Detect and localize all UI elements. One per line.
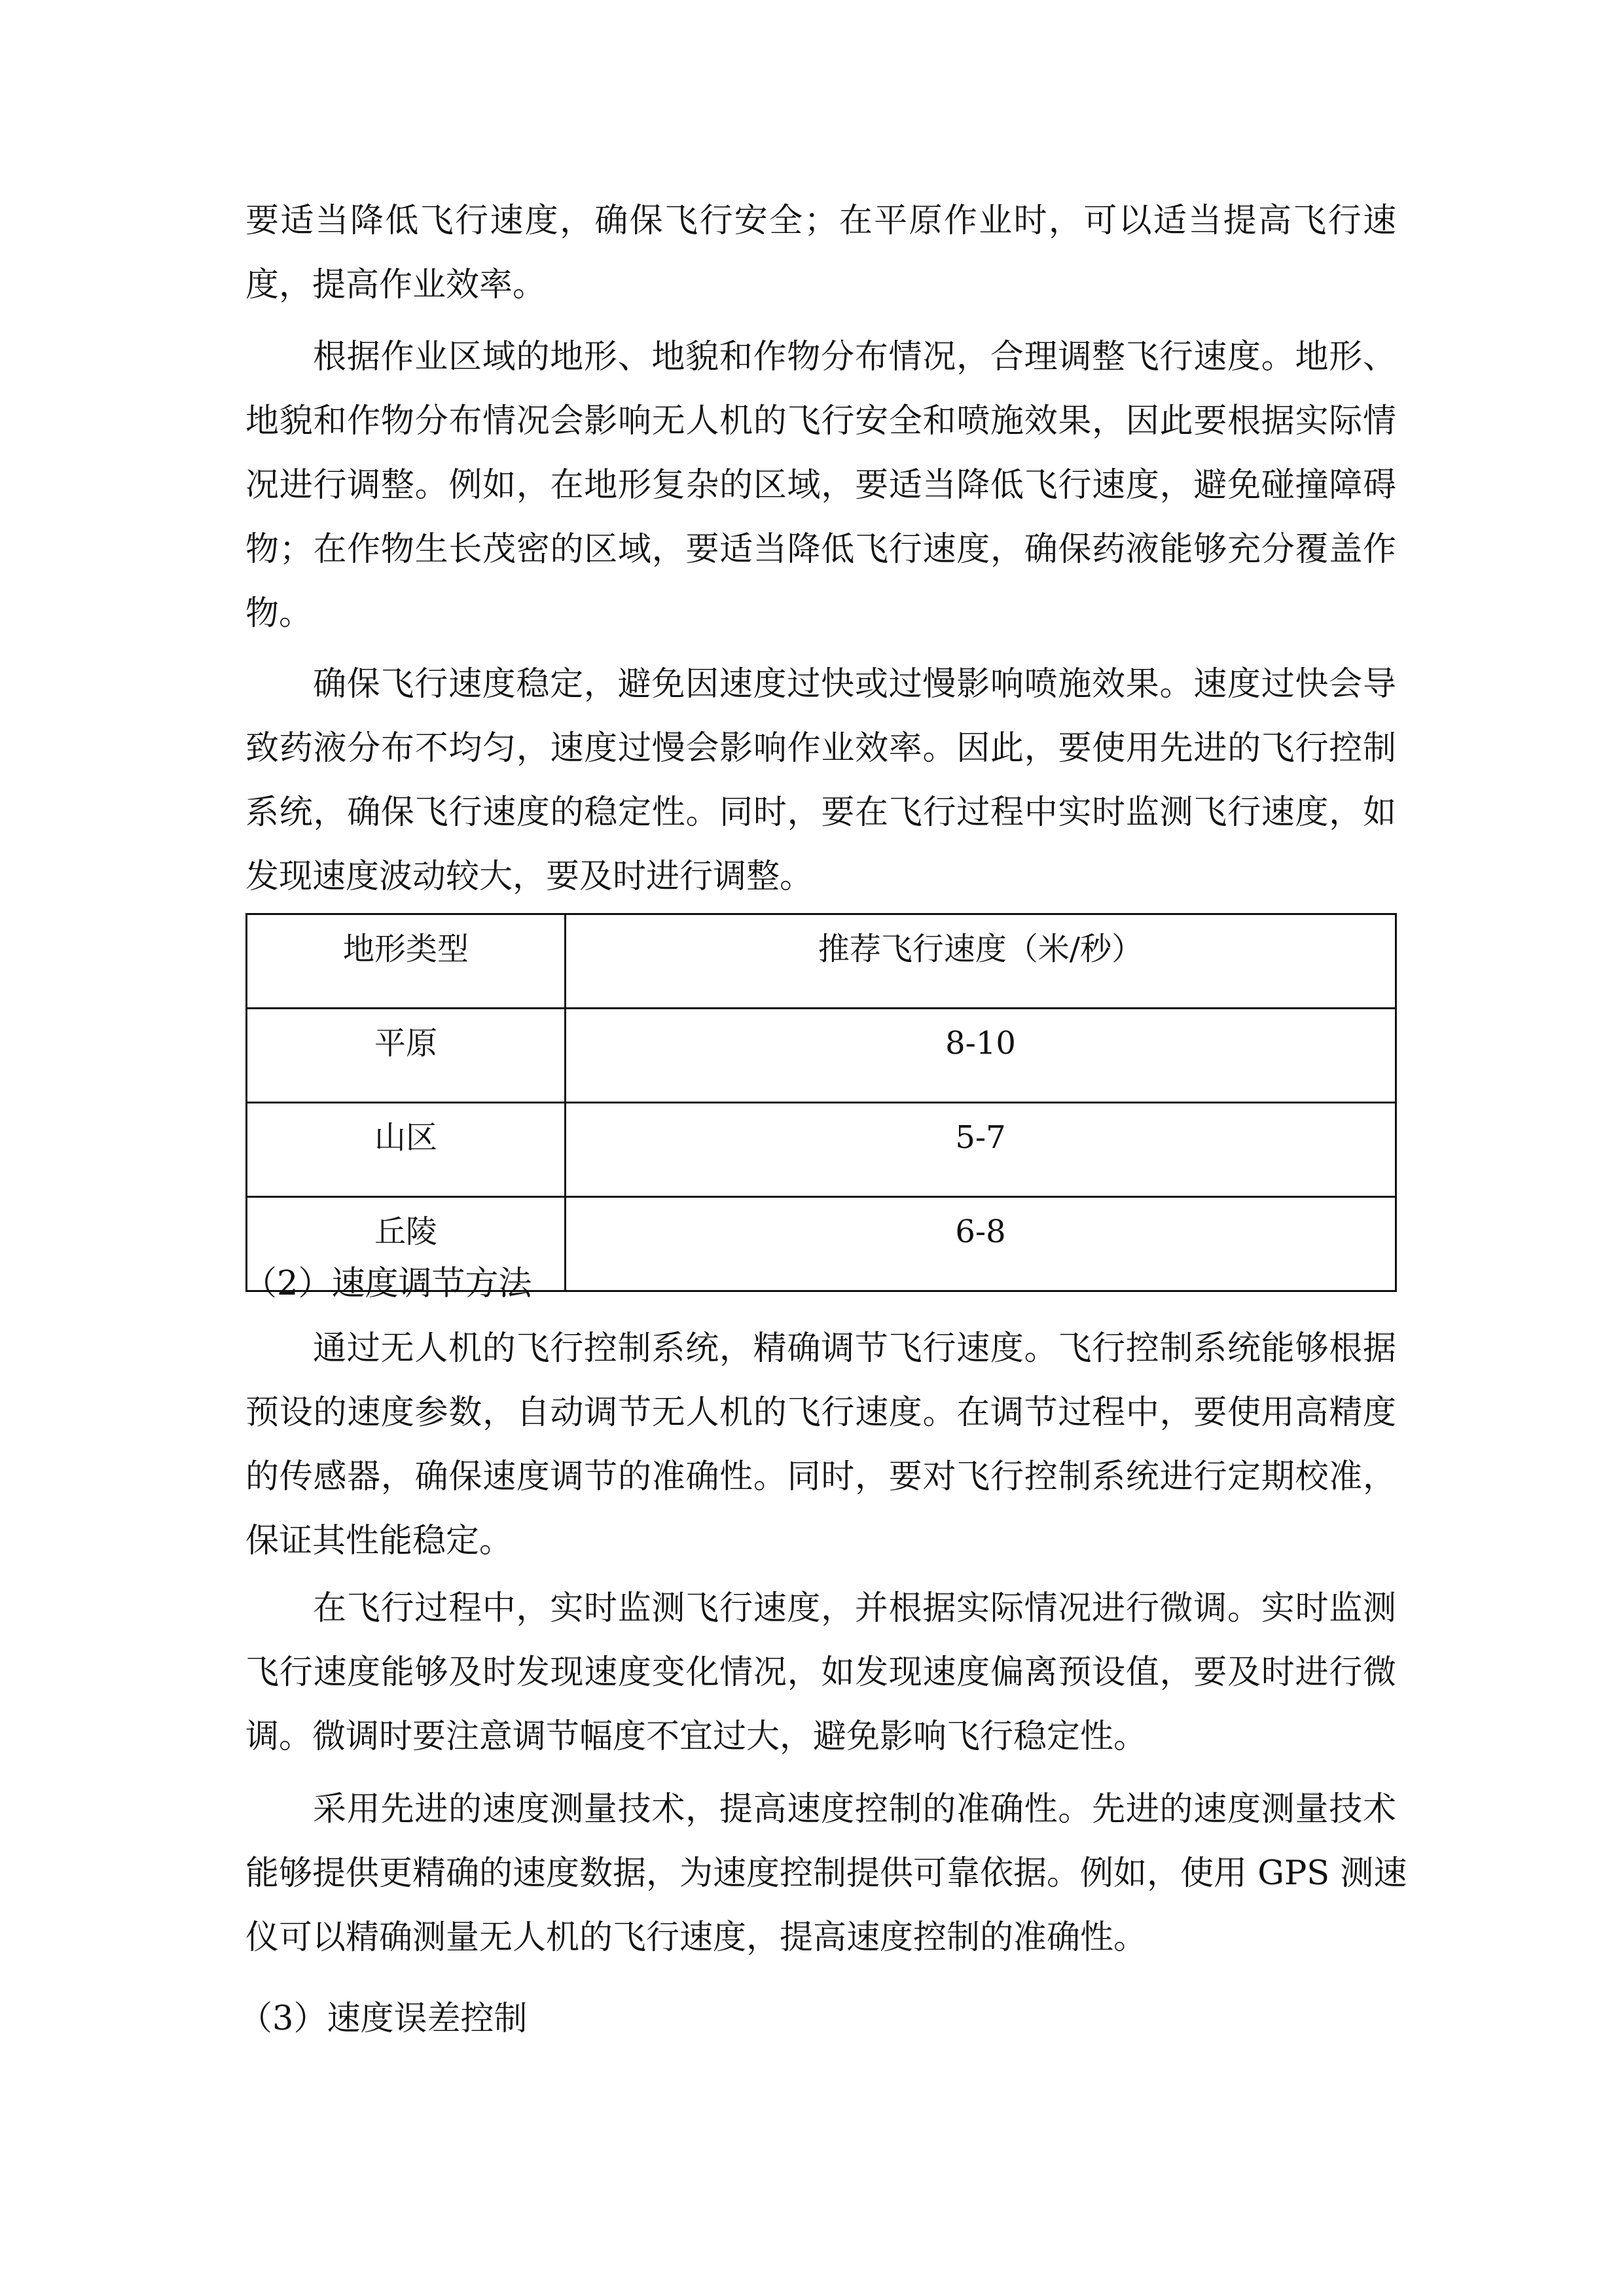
speed-table — [245, 913, 1397, 1292]
paragraph-line: 况进行调整。例如，在地形复杂的区域，要适当降低飞行速度，避免碰撞障碍 — [245, 466, 1396, 505]
paragraph-line: 在飞行过程中，实时监测飞行速度，并根据实际情况进行微调。实时监测 — [313, 1589, 1396, 1628]
table-cell: 8-10 — [566, 1009, 1396, 1103]
paragraph-line: 调。微调时要注意调节幅度不宜过大，避免影响飞行稳定性。 — [245, 1717, 1147, 1756]
paragraph-line: 预设的速度参数，自动调节无人机的飞行速度。在调节过程中，要使用高精度 — [245, 1393, 1396, 1432]
table-header-row — [247, 914, 1396, 1009]
table-row — [247, 1009, 1396, 1103]
paragraph-6 — [245, 1778, 1407, 1970]
paragraph-line: 根据作业区域的地形、地貌和作物分布情况，合理调整飞行速度。地形、 — [313, 338, 1396, 376]
table-header-cell: 推荐飞行速度（米/秒） — [566, 914, 1396, 1009]
table-header-cell: 地形类型 — [247, 914, 566, 1009]
paragraph-line: 致药液分布不均匀，速度过慢会影响作业效率。因此，要使用先进的飞行控制 — [245, 729, 1396, 768]
paragraph-1 — [245, 189, 1396, 317]
paragraph-line: 能够提供更精确的速度数据，为速度控制提供可靠依据。例如，使用 GPS 测速 — [245, 1854, 1407, 1893]
paragraph-3 — [245, 653, 1396, 909]
section-heading-2: （2）速度调节方法 — [244, 1265, 532, 1303]
paragraph-line: 确保飞行速度稳定，避免因速度过快或过慢影响喷施效果。速度过快会导 — [313, 665, 1396, 704]
paragraph-line: 系统，确保飞行速度的稳定性。同时，要在飞行过程中实时监测飞行速度，如 — [245, 793, 1396, 832]
paragraph-2 — [245, 325, 1396, 646]
paragraph-line: 采用先进的速度测量技术，提高速度控制的准确性。先进的速度测量技术 — [313, 1790, 1396, 1829]
paragraph-line: 通过无人机的飞行控制系统，精确调节飞行速度。飞行控制系统能够根据 — [313, 1329, 1396, 1368]
table-cell: 丘陵 — [247, 1197, 566, 1291]
table-cell: 山区 — [247, 1103, 566, 1197]
section-heading-3: （3）速度误差控制 — [239, 2000, 528, 2038]
table-cell: 平原 — [247, 1009, 566, 1103]
paragraph-line: 要适当降低飞行速度，确保飞行安全；在平原作业时，可以适当提高飞行速 — [245, 202, 1396, 240]
paragraph-4 — [245, 1317, 1396, 1573]
paragraph-line: 发现速度波动较大，要及时进行调整。 — [245, 857, 814, 896]
table-row — [247, 1103, 1396, 1197]
paragraph-line: 物；在作物生长茂密的区域，要适当降低飞行速度，确保药液能够充分覆盖作 — [245, 530, 1396, 569]
table-cell: 5-7 — [566, 1103, 1396, 1197]
paragraph-line: 物。 — [245, 594, 313, 633]
paragraph-line: 的传感器，确保速度调节的准确性。同时，要对飞行控制系统进行定期校准， — [245, 1458, 1396, 1496]
table-cell: 6-8 — [566, 1197, 1396, 1291]
paragraph-5 — [245, 1577, 1396, 1769]
paragraph-line: 保证其性能稳定。 — [245, 1522, 513, 1560]
paragraph-line: 度，提高作业效率。 — [245, 266, 547, 304]
paragraph-line: 飞行速度能够及时发现速度变化情况，如发现速度偏离预设值，要及时进行微 — [245, 1653, 1396, 1692]
paragraph-line: 仪可以精确测量无人机的飞行速度，提高速度控制的准确性。 — [245, 1918, 1147, 1957]
paragraph-line: 地貌和作物分布情况会影响无人机的飞行安全和喷施效果，因此要根据实际情 — [245, 402, 1396, 440]
